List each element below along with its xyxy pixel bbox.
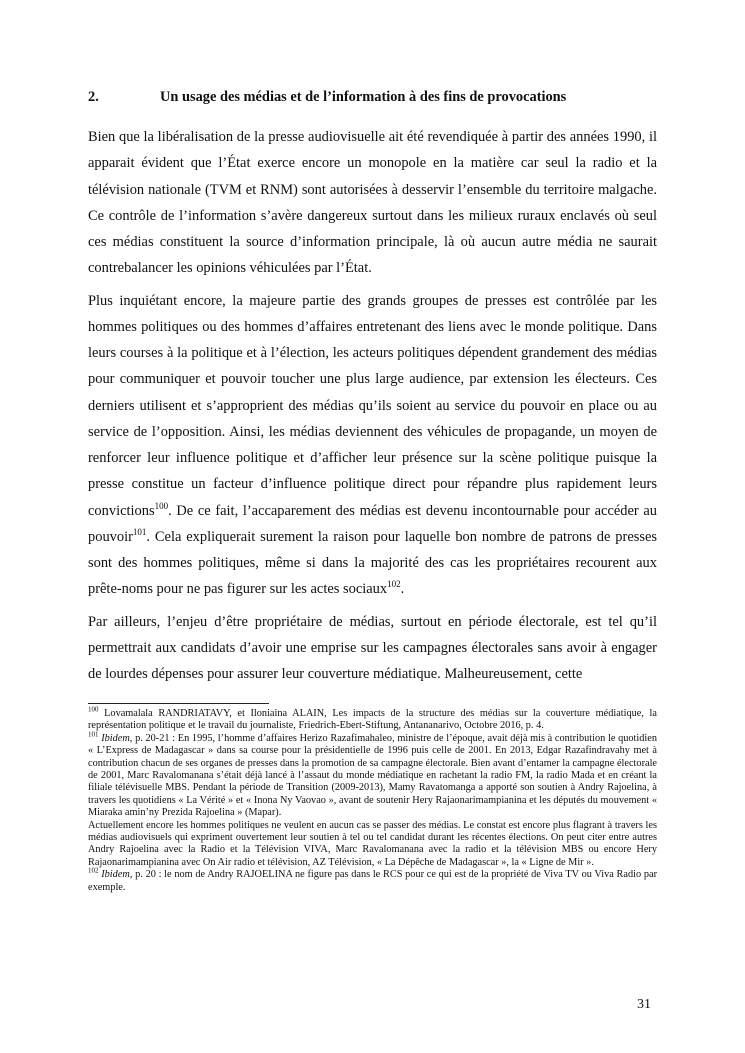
footnote-number: 100 (88, 705, 99, 714)
footnote-reference[interactable]: 101 (132, 526, 147, 537)
paragraph-text: Plus inquiétant encore, la majeure partie des grands groupes de presses est contrôlée par les hommes politiques ou des hommes d’affaires entretenant des liens avec le monde politique. Dans leurs courses à la politique et à l’élection, les acteurs politiques dépendent grandement des médias pour communiquer et pouvoir toucher une plus large audience, par extension les électeurs. Ces derniers utilisent et s’approprient des médias qu’ils soient au service du pouvoir en place ou au service de l’opposition. Ainsi, les médias deviennent des véhicules de propagande, un moyen de renforcer leur influence politique et d’afficher leur présence sur la scène politique puisque la presse constitue un facteur d’influence politique direct pour répandre plus rapidement leurs convictions (88, 292, 657, 519)
section-title: Un usage des médias et de l’information à des fins de provocations (160, 89, 567, 105)
footnote-citation: Ibidem (101, 869, 130, 881)
footnote (88, 730, 657, 820)
footnote-separator (88, 703, 269, 704)
paragraph-text: Par ailleurs, l’enjeu d’être propriétaire de médias, surtout en période électorale, est tel qu’il permettrait aux candidats d’avoir une emprise sur les campagnes électorales sans avoir à engager de lourdes dépenses pour assurer leur couverture médiatique. Malheureusement, cette (88, 613, 657, 682)
section-number: 2. (88, 89, 99, 105)
paragraph (88, 609, 657, 688)
footnote-text: , p. 20-21 : En 1995, l’homme d’affaires Herizo Razafimahaleo, ministre de l’époque, avait déjà mis à contribution le quotidien « L’Express de Madagascar » dans sa course pour la présidentielle de 1996 puis celle de 2001. En 2013, Edgar Razafindravahy met à contribution chacun de ses organes de presses dans la promotion de sa campagne électorale. Bien avant d’entamer la campagne électorale de 2001, Marc Ravalomanana s’était déjà lancé à l’assaut du monde médiatique en rachetant la radio FM, la radio Mada et en créant la filiale télévisuelle MBS. Pendant la période de Transition (2009-2013), Mamy Ravatomanga a apporté son soutien à Andry Rajoelina, à travers les quotidiens « La Vérité » et « Inona Ny Vaovao », avant de soutenir Hery Rajaonarimampianina et les députés du mouvement « Miaraka amin’ny Prezida Rajoelina » (Mapar). (88, 732, 657, 819)
body-text (88, 124, 657, 693)
page-number: 31 (637, 997, 651, 1012)
paragraph-text: . Cela expliquerait surement la raison pour laquelle bon nombre de patrons de presses sont des hommes politiques, même si dans la majorité des cas les propriétaires recourent aux prête-noms pour ne pas figurer sur les actes sociaux (88, 528, 657, 598)
footnotes (88, 705, 657, 894)
paragraph-text: Bien que la libéralisation de la presse audiovisuelle ait été revendiquée à partir des années 1990, il apparait évident que l’État exerce encore un monopole en la matière car seul la radio et la télévision nationale (TVM et RNM) sont autorisées à desservir l’ensemble du territoire malgache. Ce contrôle de l’information s’avère dangereux surtout dans les milieux ruraux enclavés où seul ces médias constituent la source d’information principale, là où aucun autre média ne saurait contrebalancer les opinions véhiculées par l’État. (88, 129, 657, 277)
paragraph-text: . (400, 581, 405, 598)
paragraph (88, 288, 657, 603)
footnote-number: 102 (88, 866, 99, 875)
footnote-text: Lovamalala RANDRIATAVY, et Iloniaina ALAIN, Les impacts de la structure des médias sur la couverture médiatique, la représentation politique et le travail du journaliste, Friedrich-Ebert-Stiftung, Antananarivo, Octobre 2016, p. 4. (88, 708, 657, 732)
section-heading (88, 88, 658, 106)
footnote-number: 101 (88, 730, 99, 739)
footnote-continuation: Actuellement encore les hommes politiques ne veulent en aucun cas se passer des médias. Le constat est encore plus flagrant à travers les médias audiovisuels qui expriment ouvertement leur soutien à tel ou tel candidat durant les récentes élections. On peut citer entre autres Andry Rajoelina avec la Radio et la Télévision VIVA, Marc Ravalomanana avec la radio et la télévision MBS ou encore Hery Rajaonarimampianina avec On Air radio et télévision, AZ Télévision, « La Dépêche de Madagascar », la « Ligne de Mir ». (88, 819, 657, 868)
footnote-text: , p. 20 : le nom de Andry RAJOELINA ne figure pas dans le RCS pour ce qui est de la propriété de Viva TV ou Viva Radio par exemple. (88, 869, 657, 893)
footnote-citation: Ibidem (101, 732, 130, 744)
footnote-reference[interactable]: 100 (154, 500, 169, 511)
footnote-reference[interactable]: 102 (387, 579, 401, 590)
footnote (88, 866, 657, 894)
footnote (88, 705, 657, 733)
paragraph (88, 124, 657, 282)
paragraph-text: . De ce fait, l’accaparement des médias est devenu incontournable pour accéder au pouvoir (88, 502, 657, 545)
